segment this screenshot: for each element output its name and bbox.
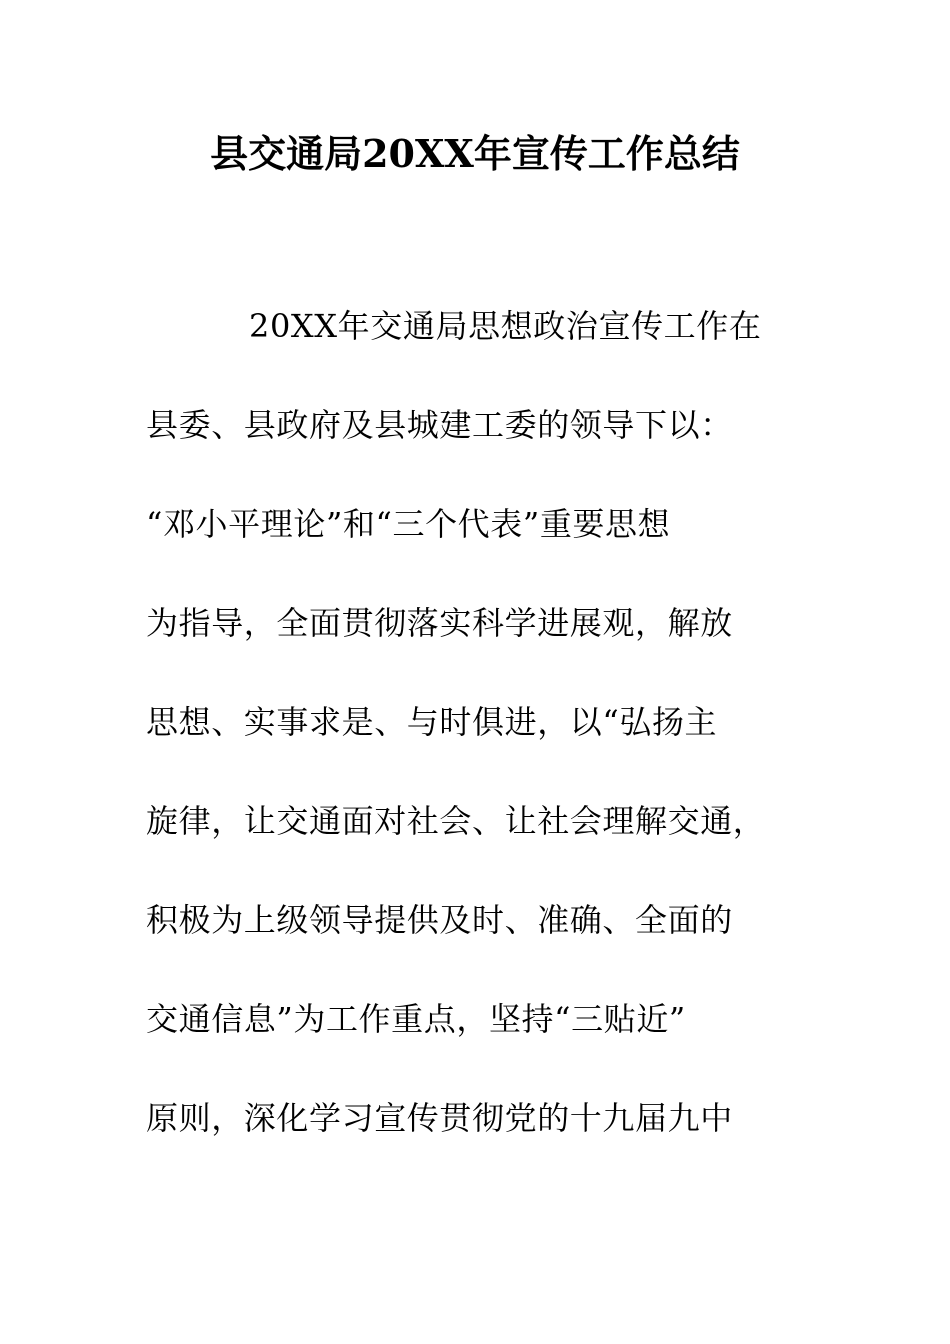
paragraph-line-1: 20XX年交通局思想政治宣传工作在 xyxy=(249,307,762,345)
paragraph-line-6: 旋律，让交通面对社会、让社会理解交通， xyxy=(146,802,766,840)
paragraph-line-3: “邓小平理论”和“三个代表”重要思想 xyxy=(146,505,671,543)
paragraph-line-5: 思想、实事求是、与时俱进，以“弘扬主 xyxy=(146,703,718,741)
paragraph-line-4: 为指导，全面贯彻落实科学进展观，解放 xyxy=(146,604,733,642)
paragraph-line-7: 积极为上级领导提供及时、准确、全面的 xyxy=(146,901,733,939)
paragraph-line-8: 交通信息”为工作重点，坚持“三贴近” xyxy=(146,1000,686,1038)
document-body xyxy=(146,300,806,1191)
paragraph-line-9: 原则，深化学习宣传贯彻党的十九届九中 xyxy=(146,1099,733,1137)
document-title: 县交通局20XX年宣传工作总结 xyxy=(210,131,740,176)
paragraph-line-2: 县委、县政府及县城建工委的领导下以： xyxy=(146,406,733,444)
